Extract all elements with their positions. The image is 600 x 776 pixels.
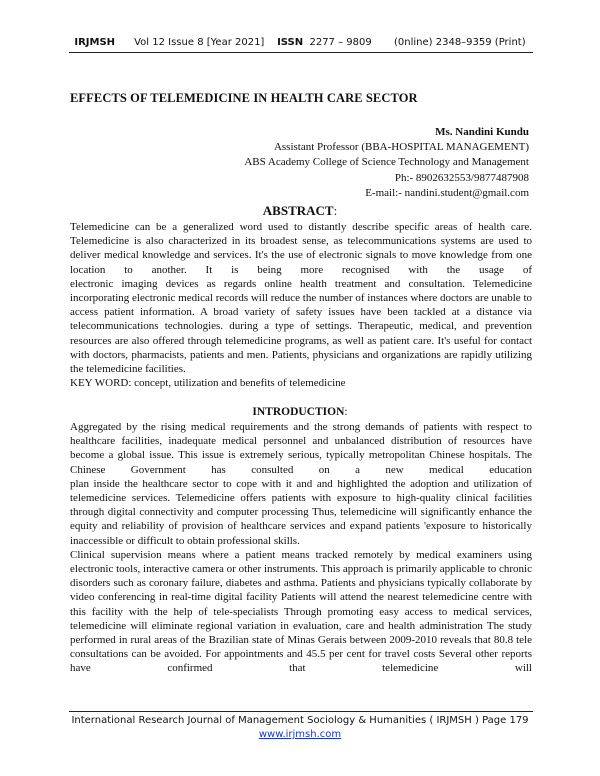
abstract-heading-text: ABSTRACT [262,203,334,218]
introduction-heading [0,406,600,418]
paper-title: EFFECTS OF TELEMEDICINE IN HEALTH CARE SECTOR [70,91,418,105]
footer-divider [69,711,533,712]
introduction-body [70,420,532,676]
abstract-heading-colon: : [333,203,338,218]
issn-print: (0nline) 2348–9359 (Print) [394,37,526,48]
running-header [0,37,600,48]
author-email: E-mail:- nandini.student@gmail.com [365,186,529,199]
abstract-paragraph-1: Telemedicine can be a generalized word used to distantly describe specific areas of health care. Telemedicine is also characterized in its broadest sense, as telecommunications systems are used to deliver medical knowledge and services. It's the use of electronic signals to move knowledge from one location to another. It is being more recognised with the usage of [70,221,532,276]
issn-online: 2277 – 9809 [309,37,372,48]
abstract-heading [0,203,600,219]
author-name: Ms. Nandini Kundu [435,126,529,138]
running-footer: International Research Journal of Management Sociology & Humanities ( IRJMSH ) Page 179 [71,715,529,726]
keywords-line: KEY WORD: concept, utilization and benefits of telemedicine [70,377,346,390]
abstract-paragraph-2: electronic imaging devices as regards online health treatment and consultation. Telemedicine incorporating electronic medical records will reduce the number of instances where doctors are unable to access patient information. A broad variety of safety issues have been tackled at a distance via telecommunications technologies. during a type of settings. Therapeutic, medical, and prevention resources are also offered through telemedicine programs, as well as patient care. It's useful for contact with doctors, pharmacists, patients and men. Patients, physicians and organizations are rapidly utilizing the telemedicine facilities. [70,277,532,376]
author-position: Assistant Professor (BBA-HOSPITAL MANAGEMENT) [273,141,529,154]
introduction-paragraph-3: Clinical supervision means where a patient means tracked remotely by medical examiners using electronic tools, interactive camera or other instruments. This approach is primarily applicable to chronic disorders such as coronary failure, diabetes and asthma. Patients and physicians typically collaborate by video conferencing in real-time digital facility Patients will attend the nearest telemedicine centre with this facility with the help of tele-specialists Through promoting easy access to medical services, telemedicine will eliminate regional variation in evaluation, care and health administration The study performed in rural areas of the Brazilian state of Minas Gerais between 2009-2010 reveals that 80.8 tele consultations can be avoided. For appointments and 45.5 per cent for travel costs Several other reports have confirmed that telemedicine will [70,548,532,675]
abstract-body [70,220,532,390]
author-phone: Ph:- 8902632553/9877487908 [394,171,529,184]
header-divider [69,52,533,53]
journal-volume: Vol 12 Issue 8 [Year 2021] [134,37,265,48]
footer-link-wrapper [0,729,600,740]
journal-website-link[interactable]: www.irjmsh.com [258,729,342,740]
journal-abbrev: IRJMSH [74,37,116,48]
introduction-paragraph-1: Aggregated by the rising medical requirements and the strong demands of patients with respect to healthcare facilities, inadequate medical personnel and unbalanced distribution of resources have become a global issue. This issue is extremely serious, typically metropolitan Chinese hospitals. The Chinese Government has consulted on a new medical education [70,421,532,476]
introduction-paragraph-2: plan inside the healthcare sector to cope with it and and highlighted the adoption and utilization of telemedicine services. Telemedicine offers patients with exposure to high-quality clinical facilities through digital connectivity and computer processing Thus, telemedicine will significantly enhance the equity and reliability of provision of healthcare services and expand patients 'exposure to historically inaccessible or difficult to obtain professional skills. [70,477,532,547]
author-affiliation: ABS Academy College of Science Technology and Management [244,156,529,169]
introduction-heading-text: INTRODUCTION [252,406,345,418]
issn-label: ISSN [277,37,304,48]
introduction-heading-colon: : [344,406,348,418]
author-block [244,125,529,201]
